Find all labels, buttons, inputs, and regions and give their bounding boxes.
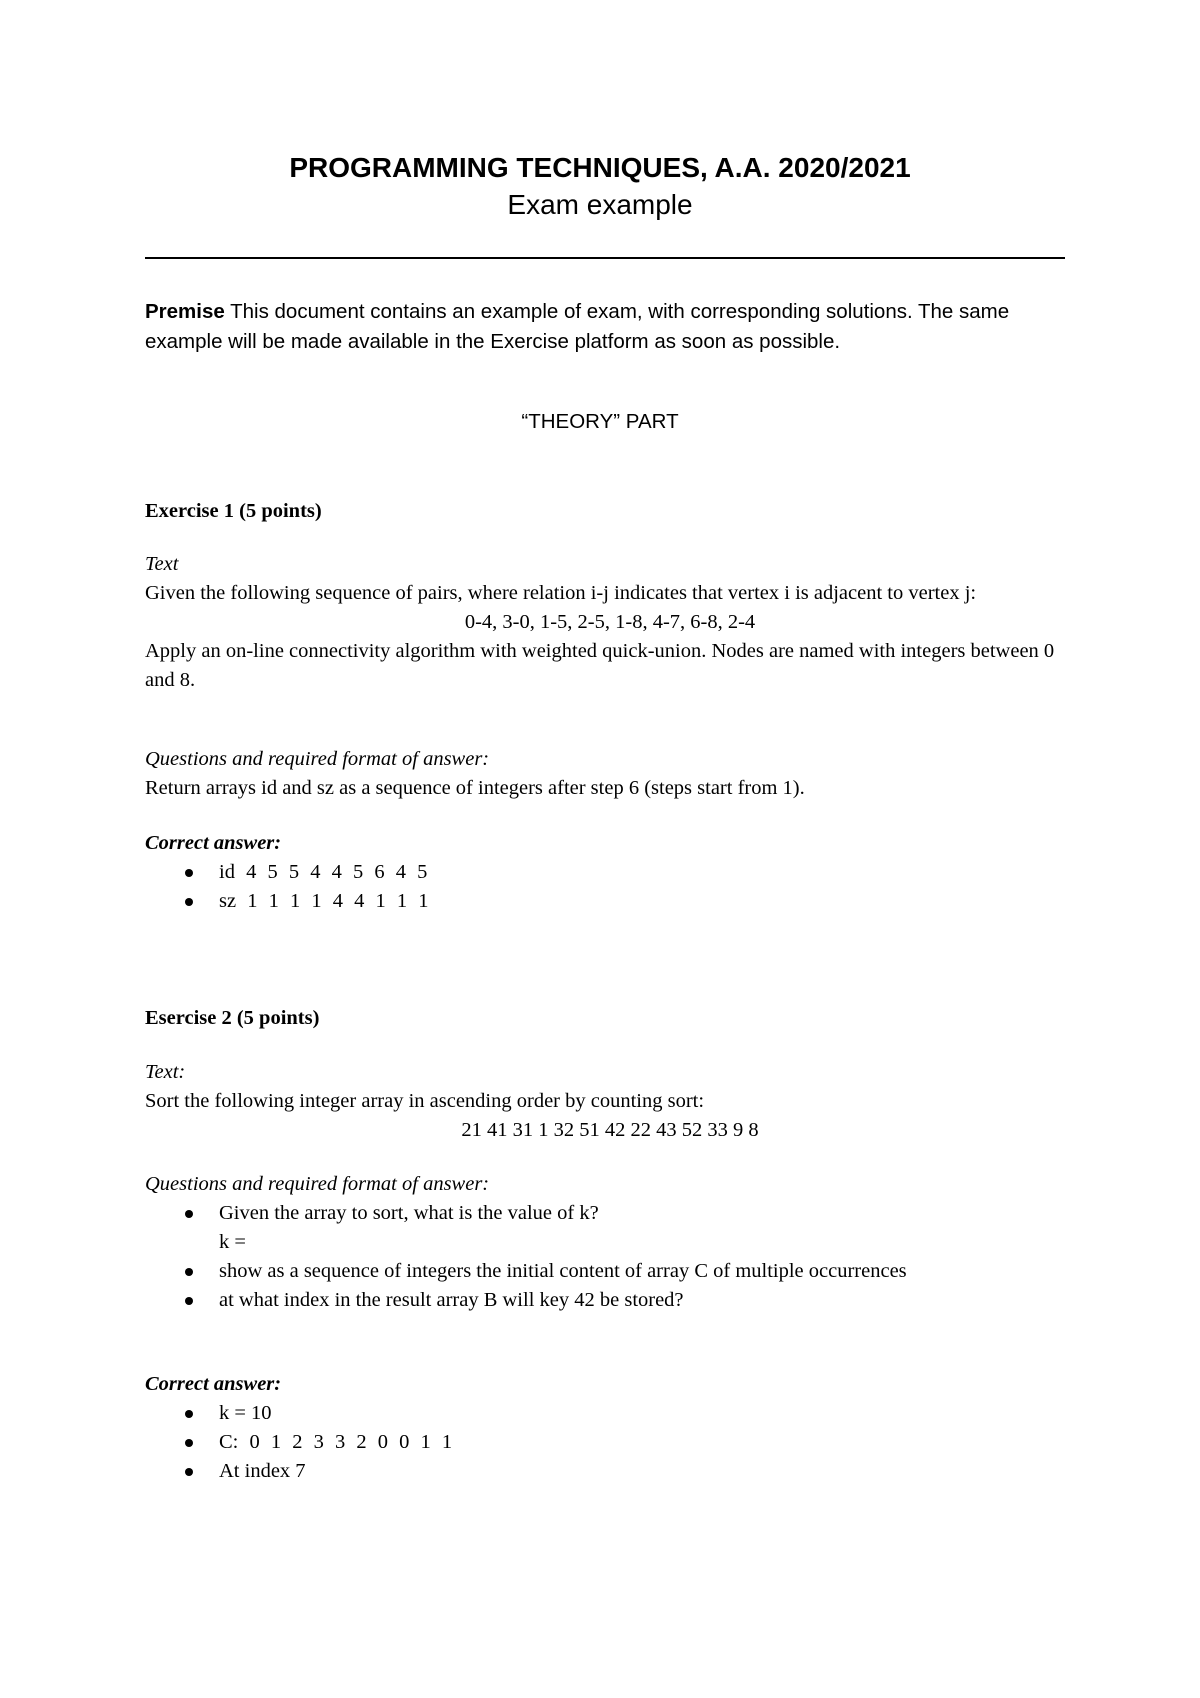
exercise-2-body (145, 1058, 1075, 1145)
document-title: PROGRAMMING TECHNIQUES, A.A. 2020/2021 (289, 152, 911, 183)
exercise-2-answer-k: k = 10 (219, 1402, 272, 1424)
exercise-2-question-index: at what index in the result array B will key 42 be stored? (219, 1289, 684, 1311)
exercise-1-heading (145, 497, 1075, 526)
exercise-2-question-c: show as a sequence of integers the initial content of array C of multiple occurrences (219, 1260, 907, 1282)
bullet-icon (185, 1439, 193, 1447)
list-item (145, 887, 1075, 916)
exercise-2-questions-label: Questions and required format of answer: (145, 1173, 490, 1195)
exercise-2-answer-index: At index 7 (219, 1460, 306, 1482)
list-item (145, 1457, 1075, 1486)
exercise-1-question: Return arrays id and sz as a sequence of integers after step 6 (steps start from 1). (145, 777, 805, 799)
exercise-1-text-label: Text (145, 553, 179, 575)
bullet-icon (185, 1268, 193, 1276)
exercise-1-text: Given the following sequence of pairs, where relation i-j indicates that vertex i is adjacent to vertex j: (145, 582, 977, 604)
list-item (145, 1399, 1075, 1428)
exercise-2-text-label: Text: (145, 1061, 186, 1083)
list-item (145, 858, 1075, 887)
exercise-1-answer-list (145, 858, 1075, 916)
exercise-2-answer-list (145, 1399, 1075, 1486)
exercise-1-instruction: Apply an on-line connectivity algorithm with weighted quick-union. Nodes are named with integers between 0 and 8. (145, 640, 1055, 691)
exercise-1-answer-id: id 4 5 5 4 4 5 6 4 5 (219, 861, 428, 883)
list-item (145, 1199, 1075, 1228)
exercise-1-answer-label: Correct answer: (145, 832, 282, 854)
premise-text: This document contains an example of exam, with corresponding solutions. The same example will be made available in the Exercise platform as soon as possible. (145, 300, 1010, 353)
bullet-icon (185, 1468, 193, 1476)
bullet-icon (185, 1210, 193, 1218)
horizontal-divider (145, 257, 1065, 259)
exercise-2-questions (145, 1170, 1075, 1315)
bullet-icon (185, 898, 193, 906)
exercise-2-answer-c: C: 0 1 2 3 3 2 0 0 1 1 (219, 1431, 453, 1453)
list-item (145, 1286, 1075, 1315)
exercise-2-question-k-blank: k = (219, 1231, 246, 1253)
list-item (145, 1428, 1075, 1457)
premise-paragraph (145, 297, 1075, 357)
exercise-2-title: Esercise 2 (5 points) (145, 1007, 320, 1029)
exercise-2-answer (145, 1370, 1075, 1486)
exercise-2-question-k: Given the array to sort, what is the value of k? (219, 1202, 599, 1224)
premise-label: Premise (145, 300, 225, 323)
exercise-1-body (145, 550, 1075, 695)
list-item (145, 1228, 1075, 1257)
bullet-icon (185, 1297, 193, 1305)
bullet-icon (185, 1410, 193, 1418)
exercise-2-question-list (145, 1199, 1075, 1315)
exercise-1-questions (145, 745, 1075, 803)
exercise-1-pairs: 0-4, 3-0, 1-5, 2-5, 1-8, 4-7, 6-8, 2-4 (464, 611, 756, 633)
exercise-2-heading (145, 1004, 1075, 1033)
bullet-icon (185, 869, 193, 877)
exercise-1-answer (145, 829, 1075, 916)
exercise-2-answer-label: Correct answer: (145, 1373, 282, 1395)
exercise-2-array: 21 41 31 1 32 51 42 22 43 52 33 9 8 (461, 1119, 759, 1141)
document-subtitle: Exam example (507, 189, 693, 220)
list-item (145, 1257, 1075, 1286)
section-title: “THEORY” PART (521, 410, 679, 433)
exercise-1-questions-label: Questions and required format of answer: (145, 748, 490, 770)
exercise-1-title: Exercise 1 (5 points) (145, 500, 322, 522)
exercise-2-text: Sort the following integer array in ascending order by counting sort: (145, 1090, 705, 1112)
exercise-1-answer-sz: sz 1 1 1 1 4 4 1 1 1 (219, 890, 429, 912)
